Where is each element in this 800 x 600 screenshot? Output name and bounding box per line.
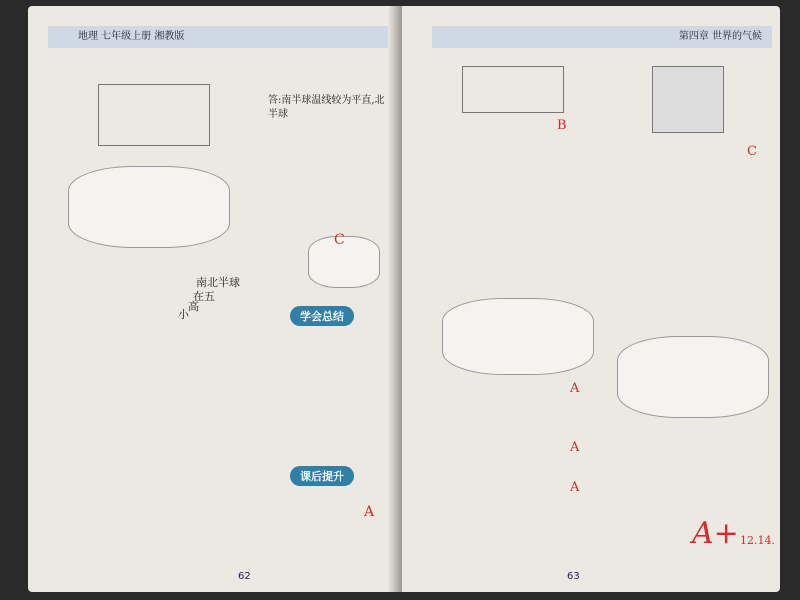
world-map-1 [442, 298, 594, 375]
handwritten-answer-3: 在五 [193, 290, 215, 303]
section-practice: 课后提升 [290, 466, 354, 486]
red-mark-a: A [364, 504, 375, 520]
temperature-bar-chart [652, 66, 724, 133]
temperature-line-chart [462, 66, 564, 113]
handwritten-answer-4: 高 [188, 300, 199, 313]
red-mark-a2: A [570, 381, 580, 396]
left-page-header: 地理 七年级上册 湘教版 [48, 26, 408, 48]
handwritten-answer-1: 答:南半球温线较为平直,北半球 [268, 95, 385, 120]
red-mark-a3: A [570, 440, 580, 455]
red-mark-b: B [557, 118, 567, 133]
left-page [28, 6, 402, 592]
section-summary: 学会总结 [290, 306, 354, 326]
red-mark-c: C [334, 232, 345, 248]
grade-date: 12.14. [740, 534, 775, 547]
left-page-number: 62 [238, 571, 251, 582]
world-isotherm-map [68, 166, 230, 248]
right-page-header: 第四章 世界的气候 [432, 26, 772, 48]
right-page [402, 6, 780, 592]
world-map-2 [617, 336, 769, 418]
handwritten-answer-2: 南北半球 [196, 276, 240, 289]
textbook-spread [28, 6, 780, 592]
grade-mark: A+ [692, 516, 739, 551]
red-mark-c2: C [747, 144, 757, 159]
handwritten-answer-5: 小 [178, 308, 189, 321]
temperature-chart [98, 84, 210, 146]
right-page-number: 63 [567, 571, 580, 582]
red-mark-a4: A [570, 480, 580, 495]
